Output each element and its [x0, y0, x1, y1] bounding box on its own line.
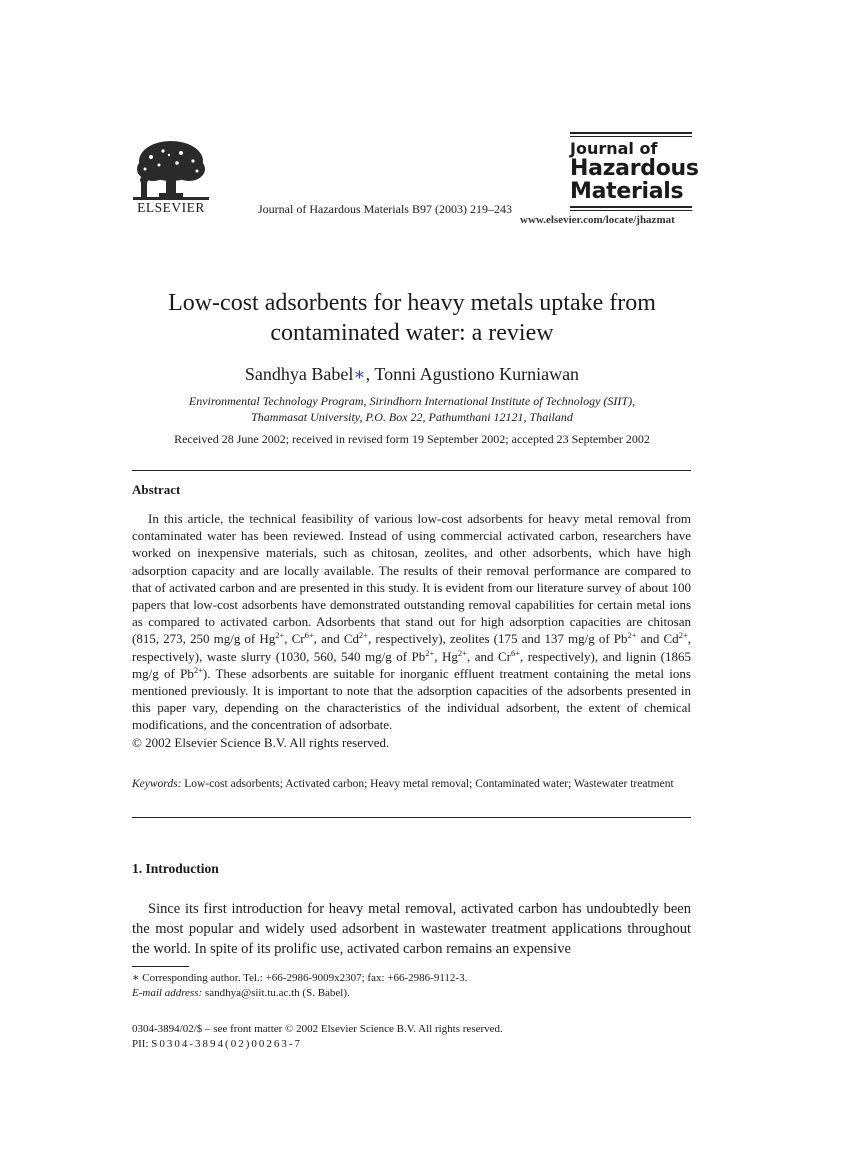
- article-title: [100, 288, 724, 348]
- email-label: E-mail address:: [132, 987, 203, 999]
- abstract-heading: Abstract: [132, 482, 181, 497]
- abstract-text: , and Cr: [466, 648, 511, 664]
- journal-logo-rule: [570, 132, 692, 134]
- superscript: 6+: [304, 630, 314, 641]
- section-heading-introduction: 1. Introduction: [132, 861, 219, 876]
- superscript: 2+: [457, 647, 467, 658]
- keywords: [132, 776, 691, 792]
- journal-logo-rule: [570, 206, 692, 208]
- superscript: 2+: [193, 664, 203, 675]
- footnote: [132, 971, 691, 1001]
- author-name: Sandhya Babel: [244, 364, 354, 384]
- front-matter-line: 0304-3894/02/$ – see front matter © 2002 Elsevier Science B.V. All rights reserved.: [132, 1023, 503, 1035]
- journal-logo-rule: [570, 136, 692, 138]
- abstract-text: , respectively), waste slurry (1030, 560, 540 mg/g of Pb: [132, 631, 691, 664]
- superscript: 2+: [359, 630, 369, 641]
- copyright-notice: © 2002 Elsevier Science B.V. All rights reserved.: [132, 734, 390, 750]
- affiliation: [100, 393, 724, 425]
- author-list: [100, 364, 724, 385]
- author-separator: ,: [365, 364, 375, 384]
- pii-code: S0304-3894(02)00263-7: [151, 1038, 303, 1050]
- abstract-text: , and Cd: [313, 631, 360, 647]
- introduction-body: [132, 899, 691, 959]
- email-address-link[interactable]: sandhya@siit.tu.ac.th (S. Babel).: [202, 987, 350, 999]
- divider: [132, 817, 691, 818]
- journal-logo-line3: Materials: [570, 179, 684, 205]
- superscript: 2+: [678, 630, 688, 641]
- introduction-paragraph: Since its first introduction for heavy metal removal, activated carbon has undoubtedly been the most popular and widely used adsorbent in wastewater treatment applications throughout the world. In spite of its prolific use, activated carbon remains an expensive: [132, 901, 691, 957]
- journal-logo-rule: [570, 210, 692, 212]
- journal-logo-line1: Journal of: [570, 139, 658, 159]
- abstract-body: [132, 510, 691, 751]
- abstract-paragraph: [132, 510, 691, 751]
- abstract-text: In this article, the technical feasibility of various low-cost adsorbents for heavy metal removal from contaminated water has been reviewed. Instead of using commercial activated carbon, researchers have worked on inexpensive materials, such as chitosan, zeolites, and other adsorbents, which have high adsorption capacity and are locally available. The results of their removal performance are compared to that of activated carbon and are presented in this study. It is evident from our literature survey of about 100 papers that low-cost adsorbents have demonstrated outstanding removal capabilities for certain metal ions as compared to activated carbon. Adsorbents that stand out for high adsorption capacities are chitosan (815, 273, 250 mg/g of Hg: [132, 511, 691, 647]
- superscript: 2+: [627, 630, 637, 641]
- title-line2: contaminated water: a review: [270, 320, 554, 346]
- abstract-text: , Cr: [284, 631, 305, 647]
- affiliation-line1: Environmental Technology Program, Sirindhorn International Institute of Technology (SIIT),: [188, 394, 636, 408]
- author-name: Tonni Agustiono Kurniawan: [374, 364, 580, 384]
- corresponding-author-link[interactable]: ∗: [353, 364, 366, 384]
- pii-line: [132, 1037, 691, 1052]
- footnote-rule: [132, 966, 189, 967]
- front-matter: [132, 1022, 691, 1052]
- journal-logo: [570, 132, 699, 213]
- journal-url-link[interactable]: www.elsevier.com/locate/jhazmat: [520, 214, 675, 226]
- superscript: 6+: [510, 647, 520, 658]
- divider: [132, 470, 691, 471]
- abstract-text: ). These adsorbents are suitable for inorganic effluent treatment containing the metal ions mentioned previously. It is important to note that the adsorption capacities of the adsorbents presented in this paper vary, depending on the characteristics of the individual adsorbent, the extent of chemical modifications, and the concentration of adsorbate.: [132, 665, 691, 733]
- abstract-text: , respectively), zeolites (175 and 137 mg/g of Pb: [368, 631, 628, 647]
- journal-logo-line2: Hazardous: [570, 156, 699, 182]
- corresponding-author-note: ∗ Corresponding author. Tel.: +66-2986-9009x2307; fax: +66-2986-9112-3.: [132, 972, 468, 984]
- abstract-text: and Cd: [636, 631, 679, 647]
- superscript: 2+: [425, 647, 435, 658]
- publisher-name: ELSEVIER: [137, 200, 205, 215]
- pii-label: PII:: [132, 1038, 152, 1050]
- title-line1: Low-cost adsorbents for heavy metals uptake from: [168, 290, 656, 316]
- email-line: [132, 986, 691, 1001]
- keywords-label: Keywords:: [132, 778, 182, 790]
- superscript: 2+: [275, 630, 285, 641]
- affiliation-line2: Thammasat University, P.O. Box 22, Pathumthani 12121, Thailand: [251, 410, 573, 424]
- article-dates: Received 28 June 2002; received in revised form 19 September 2002; accepted 23 September 2002: [174, 432, 650, 446]
- journal-citation: Journal of Hazardous Materials B97 (2003) 219–243: [258, 202, 512, 216]
- keywords-text: Low-cost adsorbents; Activated carbon; Heavy metal removal; Contaminated water; Wastewater treatment: [181, 778, 674, 790]
- abstract-text: , respectively), and lignin (1865 mg/g of Pb: [132, 648, 691, 681]
- abstract-text: , Hg: [434, 648, 458, 664]
